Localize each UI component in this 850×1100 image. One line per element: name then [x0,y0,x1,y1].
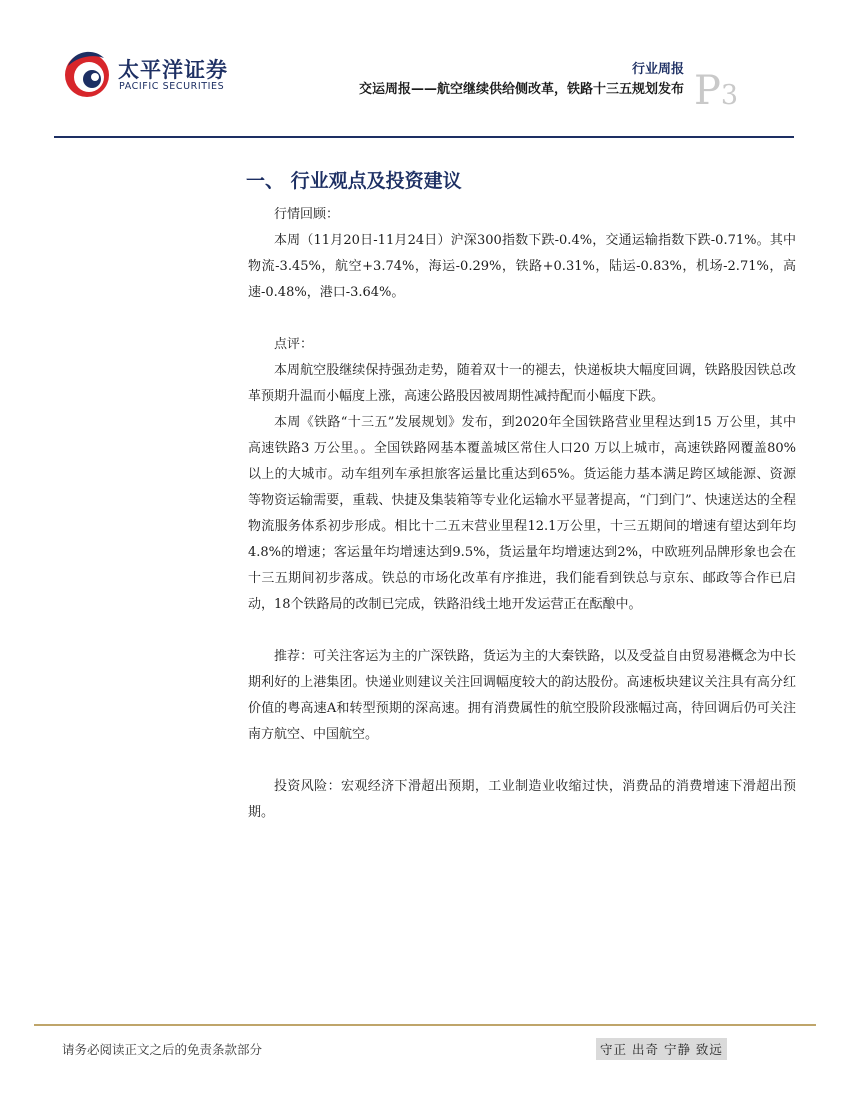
paragraph-market-review-label: 行情回顾： [274,207,340,222]
report-title: 交运周报——航空继续供给侧改革，铁路十三五规划发布 [358,82,684,97]
section-body [248,202,796,826]
paragraph-comment-summary: 本周航空股继续保持强劲走势，随着双十一的褪去，快递板块大幅度回调，铁路股因铁总改革预期升温而小幅度上涨，高速公路股因被周期性减持配而小幅度下跌。 [248,363,796,404]
section-title: 一、 行业观点及投资建议 [246,170,462,192]
page-prefix: P [694,68,721,114]
paragraph-market-review: 本周（11月20日-11月24日）沪深300指数下跌-0.4%，交通运输指数下跌-0.71%。其中物流-3.45%，航空+3.74%，海运-0.29%，铁路+0.31%，陆运-0.83%，机场-2.71%，高速-0.48%，港口-3.64%。 [248,233,796,300]
paragraph-railway-plan: 本周《铁路“十三五”发展规划》发布，到2020年全国铁路营业里程达到15 万公里，其中高速铁路3 万公里。。全国铁路网基本覆盖城区常住人口20 万以上城市，高速铁路网覆盖80%以上的大城市。动车组列车承担旅客运量比重达到65%。货运能力基本满足跨区域能源、资源等物资运输需要，重载、快捷及集装箱等专业化运输水平显著提高，“门到门”、快速送达的全程物流服务体系初步形成。相比十二五末营业里程12.1万公里，十三五期间的增速有望达到年均4.8%的增速；客运量年均增速达到9.5%，货运量年均增速达到2%，中欧班列品牌形象也会在十三五期间初步落成。铁总的市场化改革有序推进，我们能看到铁总与京东、邮政等合作已启动，18个铁路局的改制已完成，铁路沿线土地开发运营正在酝酿中。 [248,415,796,612]
company-logo [60,44,230,104]
paragraph-comment-label: 点评： [274,337,314,352]
logo-chinese-name: 太平洋证券 [118,58,228,82]
header-divider [54,136,794,138]
page-number [694,68,738,114]
footer-divider [34,1024,816,1026]
footer-disclaimer: 请务必阅读正文之后的免责条款部分 [62,1042,263,1057]
page-number-value: 3 [720,80,739,111]
logo-english-name: PACIFIC SECURITIES [119,81,225,92]
paragraph-recommendation: 推荐：可关注客运为主的广深铁路，货运为主的大秦铁路，以及受益自由贸易港概念为中长期利好的上港集团。快递业则建议关注回调幅度较大的韵达股份。高速板块建议关注具有高分红价值的粤高速A和转型预期的深高速。拥有消费属性的航空股阶段涨幅过高，待回调后仍可关注南方航空、中国航空。 [248,649,796,742]
logo-emblem-icon [60,44,114,104]
footer-motto: 守正 出奇 宁静 致远 [596,1038,727,1060]
report-category: 行业周报 [631,62,684,77]
paragraph-investment-risk: 投资风险：宏观经济下滑超出预期，工业制造业收缩过快，消费品的消费增速下滑超出预期。 [248,779,796,820]
